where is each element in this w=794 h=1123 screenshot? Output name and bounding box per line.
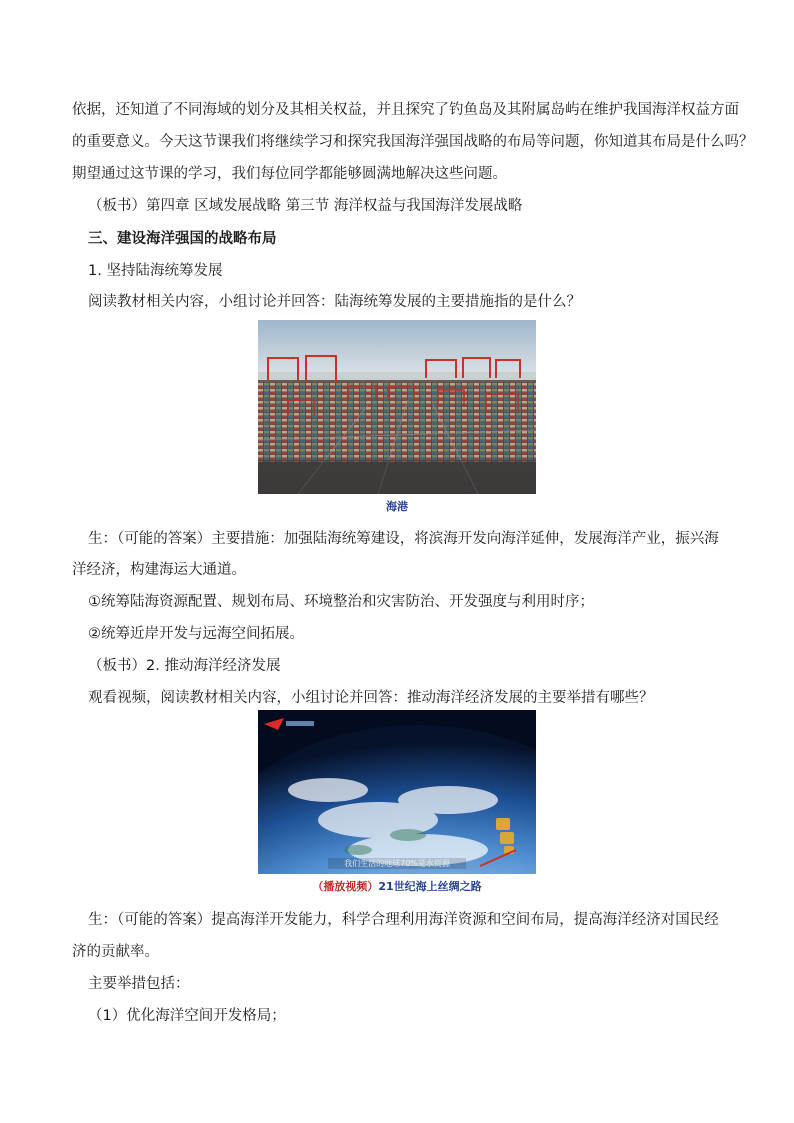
answer-1-line-2: 洋经济，构建海运大通道。 — [72, 562, 246, 578]
paragraph-intro-2: 的重要意义。今天这节课我们将继续学习和探究我国海洋强国战略的布局等问题，你知道其布局是什么吗？ — [72, 134, 754, 150]
seaport-image — [258, 320, 536, 494]
play-video-tag[interactable]: （播放视频） — [312, 880, 379, 893]
measures-intro: 主要举措包括： — [88, 976, 190, 992]
paragraph-intro-3: 期望通过这节课的学习，我们每位同学都能够圆满地解决这些问题。 — [72, 166, 507, 182]
subsection-heading-1: 1. 坚持陆海统筹发展 — [88, 263, 223, 279]
section-heading: 三、建设海洋强国的战略布局 — [88, 231, 277, 247]
figure-caption-2-text: 21世纪海上丝绸之路 — [378, 880, 482, 893]
figure-caption-1: 海港 — [386, 500, 408, 513]
paragraph-intro-1: 依据，还知道了不同海域的划分及其相关权益，并且探究了钓鱼岛及其附属岛屿在维护我国海洋权益方面 — [72, 102, 739, 118]
board-note-1: （板书）第四章 区域发展战略 第三节 海洋权益与我国海洋发展战略 — [88, 198, 523, 214]
earth-image — [258, 710, 536, 874]
video-frame[interactable] — [258, 710, 536, 874]
question-1: 阅读教材相关内容，小组讨论并回答：陆海统筹发展的主要措施指的是什么？ — [88, 294, 581, 310]
measure-item-1: （1）优化海洋空间开发格局； — [88, 1008, 286, 1024]
list-item-1: ①统筹陆海资源配置、规划布局、环境整治和灾害防治、开发强度与利用时序； — [88, 594, 594, 610]
list-item-2: ②统筹近岸开发与远海空间拓展。 — [88, 626, 304, 642]
question-2: 观看视频，阅读教材相关内容，小组讨论并回答：推动海洋经济发展的主要举措有哪些？ — [88, 690, 654, 706]
video-subtitle: 我们生活的地球70%是水资源 — [328, 858, 466, 869]
answer-2-line-1: 生：（可能的答案）提高海洋开发能力，科学合理利用海洋资源和空间布局，提高海洋经济对国民经 — [88, 912, 719, 928]
answer-2-line-2: 济的贡献率。 — [72, 944, 159, 960]
answer-1-line-1: 生：（可能的答案）主要措施：加强陆海统筹建设，将滨海开发向海洋延伸，发展海洋产业，振兴海 — [88, 531, 719, 547]
board-note-2: （板书）2. 推动海洋经济发展 — [88, 658, 281, 674]
seaport-photo — [258, 320, 536, 494]
figure-caption-2 — [258, 878, 536, 894]
